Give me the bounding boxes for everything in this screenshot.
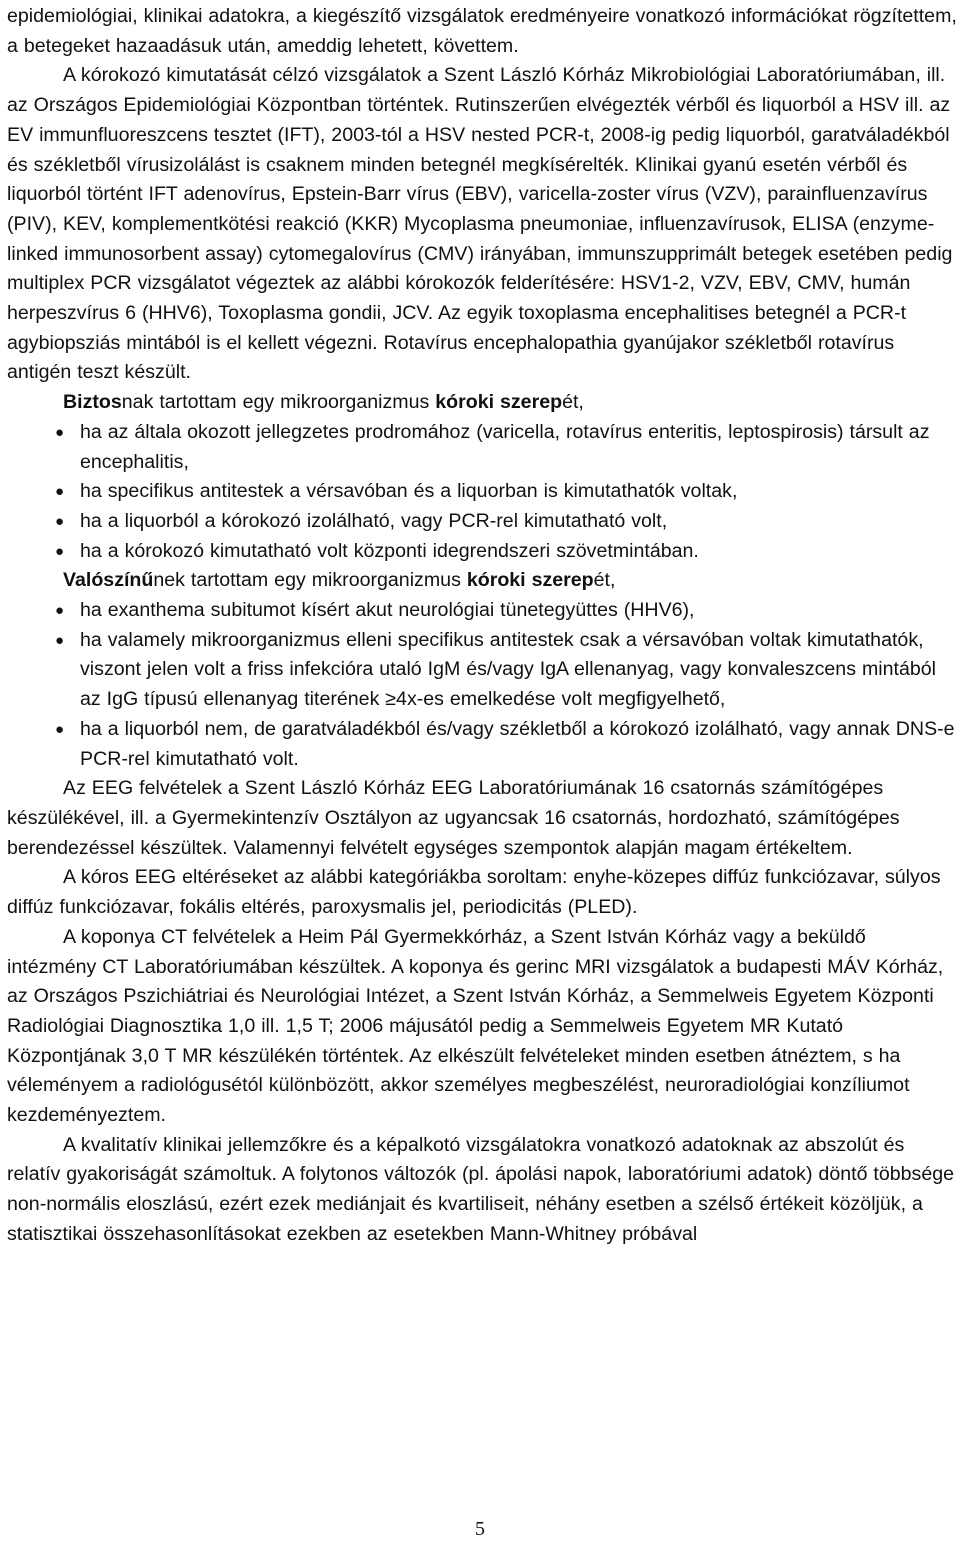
list-item: ● ha a liquorból a kórokozó izolálható, vagy PCR-rel kimutatható volt, xyxy=(7,507,957,537)
list-item: ● ha a kórokozó kimutatható volt központi idegrendszeri szövetmintában. xyxy=(7,537,957,567)
certain-lead-end: ét, xyxy=(562,391,584,414)
page-number: 5 xyxy=(475,1518,485,1540)
intro-paragraph: epidemiológiai, klinikai adatokra, a kiegészítő vizsgálatok eredményeire vonatkozó információkat rögzítettem, a betegeket hazaadásuk után, ameddig lehetett, követtem. xyxy=(7,5,957,57)
list-item: ● ha az általa okozott jellegzetes prodromához (varicella, rotavírus enteritis, leptospirosis) társult az encephalitis, xyxy=(7,418,957,477)
bullet-icon: ● xyxy=(55,483,65,501)
list-item: ● ha exanthema subitumot kísért akut neurológiai tünetegyüttes (HHV6), xyxy=(7,596,957,626)
certain-lead-text: nak tartottam egy mikroorganizmus xyxy=(121,391,436,414)
certain-role-term: kóroki szerep xyxy=(435,391,563,414)
probable-criteria-list xyxy=(7,596,957,774)
bullet-icon: ● xyxy=(55,512,65,530)
list-item: ● ha a liquorból nem, de garatváladékból és/vagy székletből a kórokozó izolálható, vagy annak DNS-e PCR-rel kimutatható volt. xyxy=(7,715,957,774)
statistics-paragraph: A kvalitatív klinikai jellemzőkre és a képalkotó vizsgálatokra vonatkozó adatoknak az abszolút és relatív gyakoriságát számoltuk. A folytonos változók (pl. ápolási napok, laboratóriumi adatok) döntő többsége non-normális eloszlású, ezért ezek mediánjait és kvartiliseit, néhány esetben a szélső értékeit közöljük, a statisztikai összehasonlításokat ezekben az esetekben Mann-Whitney próbával xyxy=(7,1133,955,1245)
bullet-icon: ● xyxy=(55,423,65,441)
certain-term: Biztos xyxy=(63,391,122,414)
bullet-icon: ● xyxy=(55,542,65,560)
probable-role-term: kóroki szerep xyxy=(466,569,594,592)
eeg-categories-paragraph: A kóros EEG eltéréseket az alábbi kategóriákba soroltam: enyhe-közepes diffúz funkciózavar, súlyos diffúz funkciózavar, fokális eltérés, paroxysmalis jel, periodicitás (PLED). xyxy=(7,866,941,919)
bullet-icon: ● xyxy=(55,602,65,620)
probable-term: Valószínű xyxy=(63,569,154,592)
list-item: ● ha specifikus antitestek a vérsavóban és a liquorban is kimutathatók voltak, xyxy=(7,477,957,507)
list-item: ● ha valamely mikroorganizmus elleni specifikus antitestek csak a vérsavóban voltak kimutathatók, viszont jelen volt a friss infekcióra utaló IgM és/vagy IgA ellenanyag, vagy konvaleszcens mintából az IgG típusú ellenanyag titerének ≥4x-es emelkedése volt megfigyelhető, xyxy=(7,626,957,715)
probable-lead-end: ét, xyxy=(593,569,616,592)
document-page xyxy=(7,2,957,1250)
imaging-paragraph: A koponya CT felvételek a Heim Pál Gyermekkórház, a Szent István Kórház vagy a beküldő intézmény CT Laboratóriumában készültek. A koponya és gerinc MRI vizsgálatok a budapesti MÁV Kórház, az Országos Pszichiátriai és Neurológiai Intézet, a Szent István Kórház, a Semmelweis Egyetem Központi Radiológiai Diagnosztika 1,0 ill. 1,5 T; 2006 májusától pedig a Semmelweis Egyetem MR Kutató Központjának 3,0 T MR készülékén történtek. Az elkészült felvételeket minden esetben átnéztem, s ha véleményem a radiológusétól különbözött, akkor személyes megbeszélést, neuroradiológiai konzíliumot kezdeményeztem. xyxy=(7,925,944,1127)
pathogen-detection-paragraph: A kórokozó kimutatását célzó vizsgálatok a Szent László Kórház Mikrobiológiai Laboratóriumában, ill. az Országos Epidemiológiai Központban történtek. Rutinszerűen elvégezték vérből és liquorból a HSV ill. az EV immunfluoreszcens tesztet (IFT), 2003-tól a HSV nested PCR-t, 2008-ig pedig liquorból, garatváladékból és székletből vírusizolálást is csaknem minden betegnél megkísérelték. Klinikai gyanú esetén vérből és liquorból történt IFT adenovírus, Epstein-Barr vírus (EBV), varicella-zoster vírus (VZV), parainfluenzavírus (PIV), KEV, komplementkötési reakció (KKR) Mycoplasma pneumoniae, influenzavírusok, ELISA (enzyme-linked immunosorbent assay) cytomegalovírus (CMV) irányában, immunszupprimált betegek esetében pedig multiplex PCR vizsgálatot végeztek az alábbi kórokozók felderítésére: HSV1-2, VZV, EBV, CMV, humán herpeszvírus 6 (HHV6), Toxoplasma gondii, JCV. Az egyik toxoplasma encephalitises betegnél a PCR-t agybiopsziás mintából is el kellett végezni. Rotavírus encephalopathia gyanújakor székletből rotavírus antigén teszt készült. xyxy=(7,64,953,384)
probable-criteria-heading xyxy=(7,566,957,596)
bullet-icon: ● xyxy=(55,720,65,738)
certain-criteria-list xyxy=(7,418,957,567)
bullet-icon: ● xyxy=(55,631,65,649)
certain-criteria-heading xyxy=(7,388,957,418)
probable-lead-text: nek tartottam egy mikroorganizmus xyxy=(153,569,467,592)
eeg-paragraph: Az EEG felvételek a Szent László Kórház EEG Laboratóriumának 16 csatornás számítógépes készülékével, ill. a Gyermekintenzív Osztályon az ugyancsak 16 csatornás, hordozható, számítógépes berendezéssel készültek. Valamennyi felvételt egységes szempontok alapján magam értékeltem. xyxy=(7,777,900,859)
